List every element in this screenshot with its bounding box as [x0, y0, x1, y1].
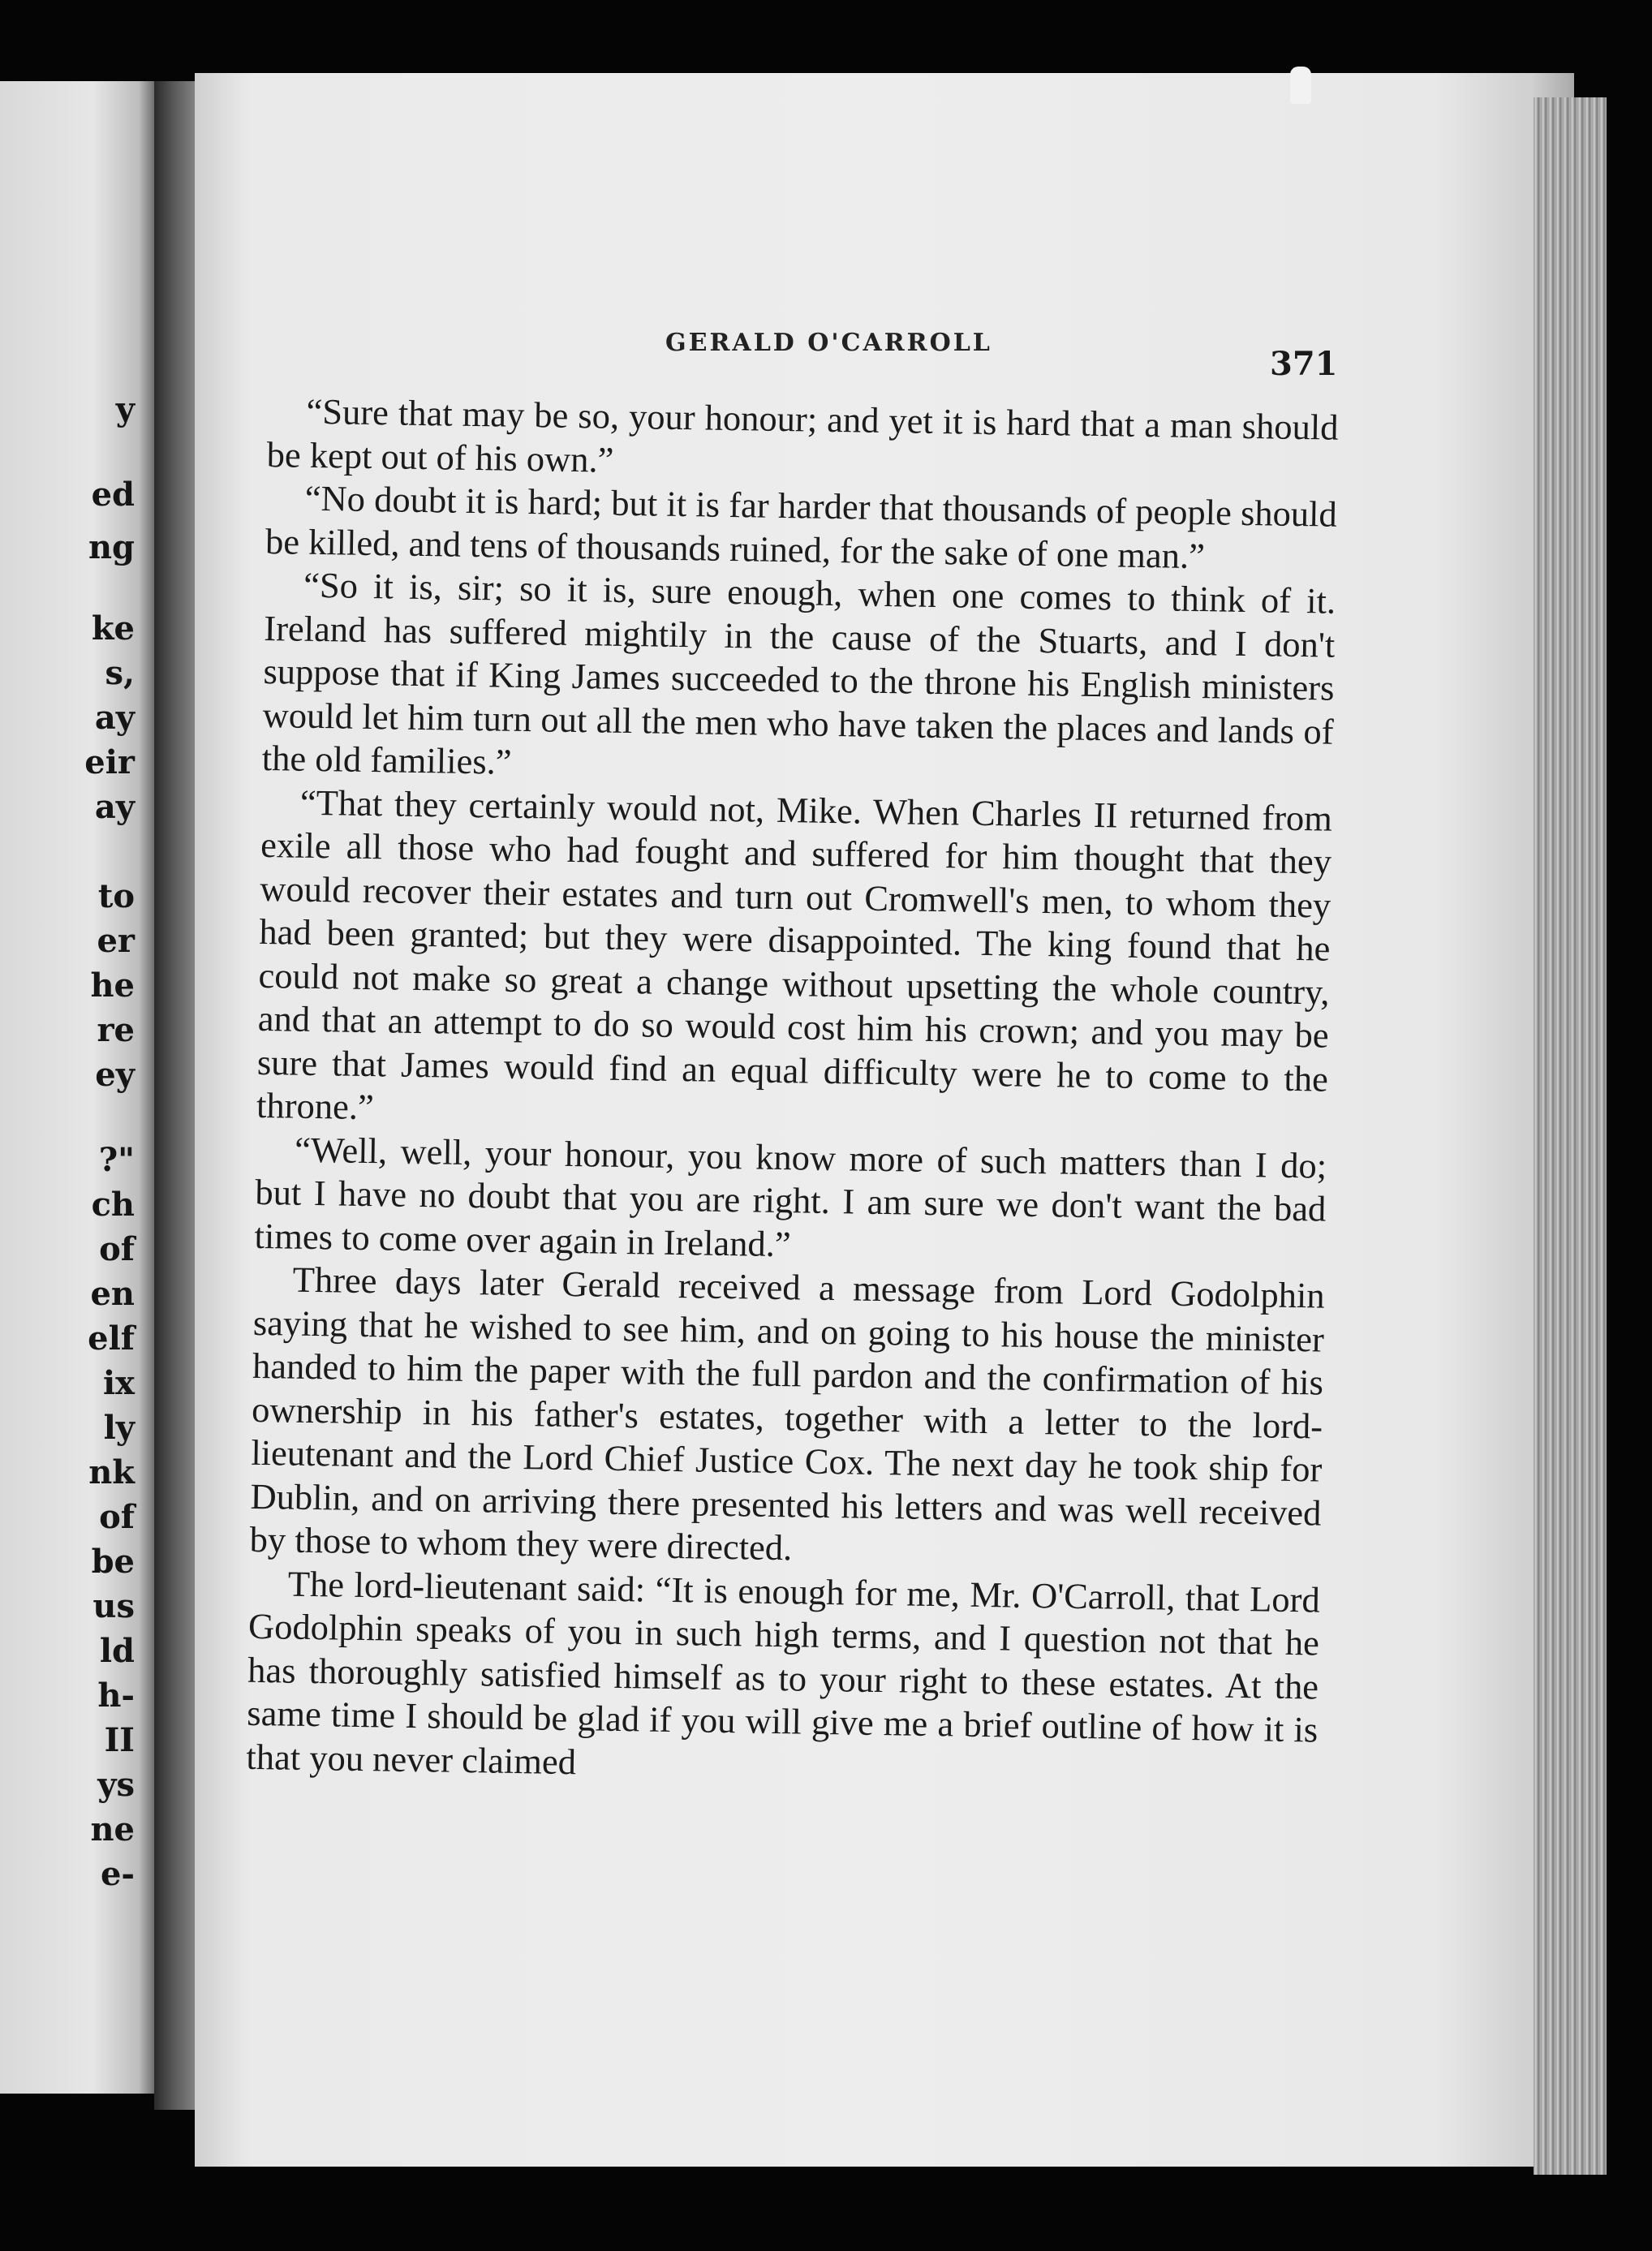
facing-page-fragment: be: [91, 1543, 135, 1581]
facing-page-fragment: ch: [91, 1186, 135, 1224]
paragraph: “So it is, sir; so it is, sure enough, when one comes to think of it. Ireland has suffered mightily in the cause of the Stuarts, and I don't suppose that if King James succeeded to the throne his English ministers would let him turn out all the men who have taken the places and lands of the old families.”: [261, 564, 1336, 782]
facing-page-fragment: er: [97, 922, 135, 960]
book-gutter: [154, 81, 199, 2110]
facing-page-fragment: us: [92, 1587, 135, 1625]
paragraph: “That they certainly would not, Mike. When Charles II returned from exile all those who had fought and suffered for him thought that they would recover their estates and turn out Cromwell's men, to whom they had been granted; but they were disappointed. The king found that he could not make so great a change without upsetting the whole country, and that an attempt to do so would cost him his crown; and you may be sure that James would find an equal difficulty were he to come to the throne.”: [256, 781, 1333, 1128]
facing-page-fragment: re: [97, 1011, 135, 1049]
page-tab-mark: [1290, 67, 1311, 104]
facing-page-fragment: ke: [91, 609, 135, 648]
facing-page-fragment: to: [97, 877, 135, 915]
facing-page-fragment: II: [104, 1721, 135, 1759]
facing-page-fragment: of: [99, 1498, 135, 1536]
facing-page-fragment: e-: [100, 1855, 135, 1893]
facing-page-fragment: ed: [91, 476, 135, 514]
facing-page-fragment: y: [115, 390, 135, 428]
facing-page-fragment: ng: [88, 528, 135, 566]
facing-page-fragment: ey: [95, 1056, 135, 1094]
page-number: 371: [1270, 345, 1338, 383]
facing-page-fragment: he: [90, 966, 135, 1005]
facing-page-fragment: eir: [84, 743, 135, 781]
facing-page-fragment: ys: [97, 1766, 135, 1804]
facing-page-fragment: ?": [98, 1141, 135, 1179]
body-text: [246, 390, 1339, 1796]
paragraph: “Well, well, your honour, you know more of such matters than I do; but I have no doubt that you are right. I am sure we don't want the bad times to come over again in Ireland.”: [254, 1129, 1327, 1264]
facing-page-fragment: of: [99, 1230, 135, 1268]
facing-page-fragment: elf: [88, 1319, 135, 1358]
paragraph: “No doubt it is hard; but it is far harder that thousands of people should be killed, and tens of thousands ruined, for the sake of one man.”: [265, 477, 1338, 576]
running-head: GERALD O'CARROLL: [665, 329, 992, 357]
facing-page-fragment: ay: [94, 788, 135, 826]
facing-page-fragment: ay: [94, 699, 135, 737]
facing-page-fragment: ly: [103, 1409, 135, 1447]
paragraph: The lord-lieutenant said: “It is enough for me, Mr. O'Carroll, that Lord Godolphin speaks of you in such high terms, and I question not that he has thoroughly satisfied himself as to your right to these estates. At the same time I should be glad if you will give me a brief outline of how it is that you never claimed: [246, 1563, 1321, 1782]
facing-page-edge: [0, 81, 154, 2094]
facing-page-fragment: en: [90, 1275, 135, 1313]
facing-page-fragment: ld: [99, 1632, 135, 1670]
paragraph: “Sure that may be so, your honour; and yet it is hard that a man should be kept out of his own.”: [266, 390, 1339, 480]
facing-page-fragment: nk: [88, 1453, 135, 1491]
facing-page-fragment: ne: [90, 1810, 135, 1849]
facing-page-fragment: h-: [97, 1676, 135, 1715]
page-edges: [1534, 97, 1607, 2175]
facing-page-fragment: s,: [105, 654, 135, 692]
paragraph: Three days later Gerald received a message from Lord Godolphin saying that he wished to see him, and on going to his house the minister handed to him the paper with the full pardon and the confirmation of his ownership in his father's estates, together with a letter to the lord-lieutenant and the Lord Chief Justice Cox. The next day he took ship for Dublin, and on arriving there presented his letters and was well received by those to whom they were directed.: [249, 1259, 1326, 1569]
facing-page-fragment: ix: [102, 1364, 135, 1402]
